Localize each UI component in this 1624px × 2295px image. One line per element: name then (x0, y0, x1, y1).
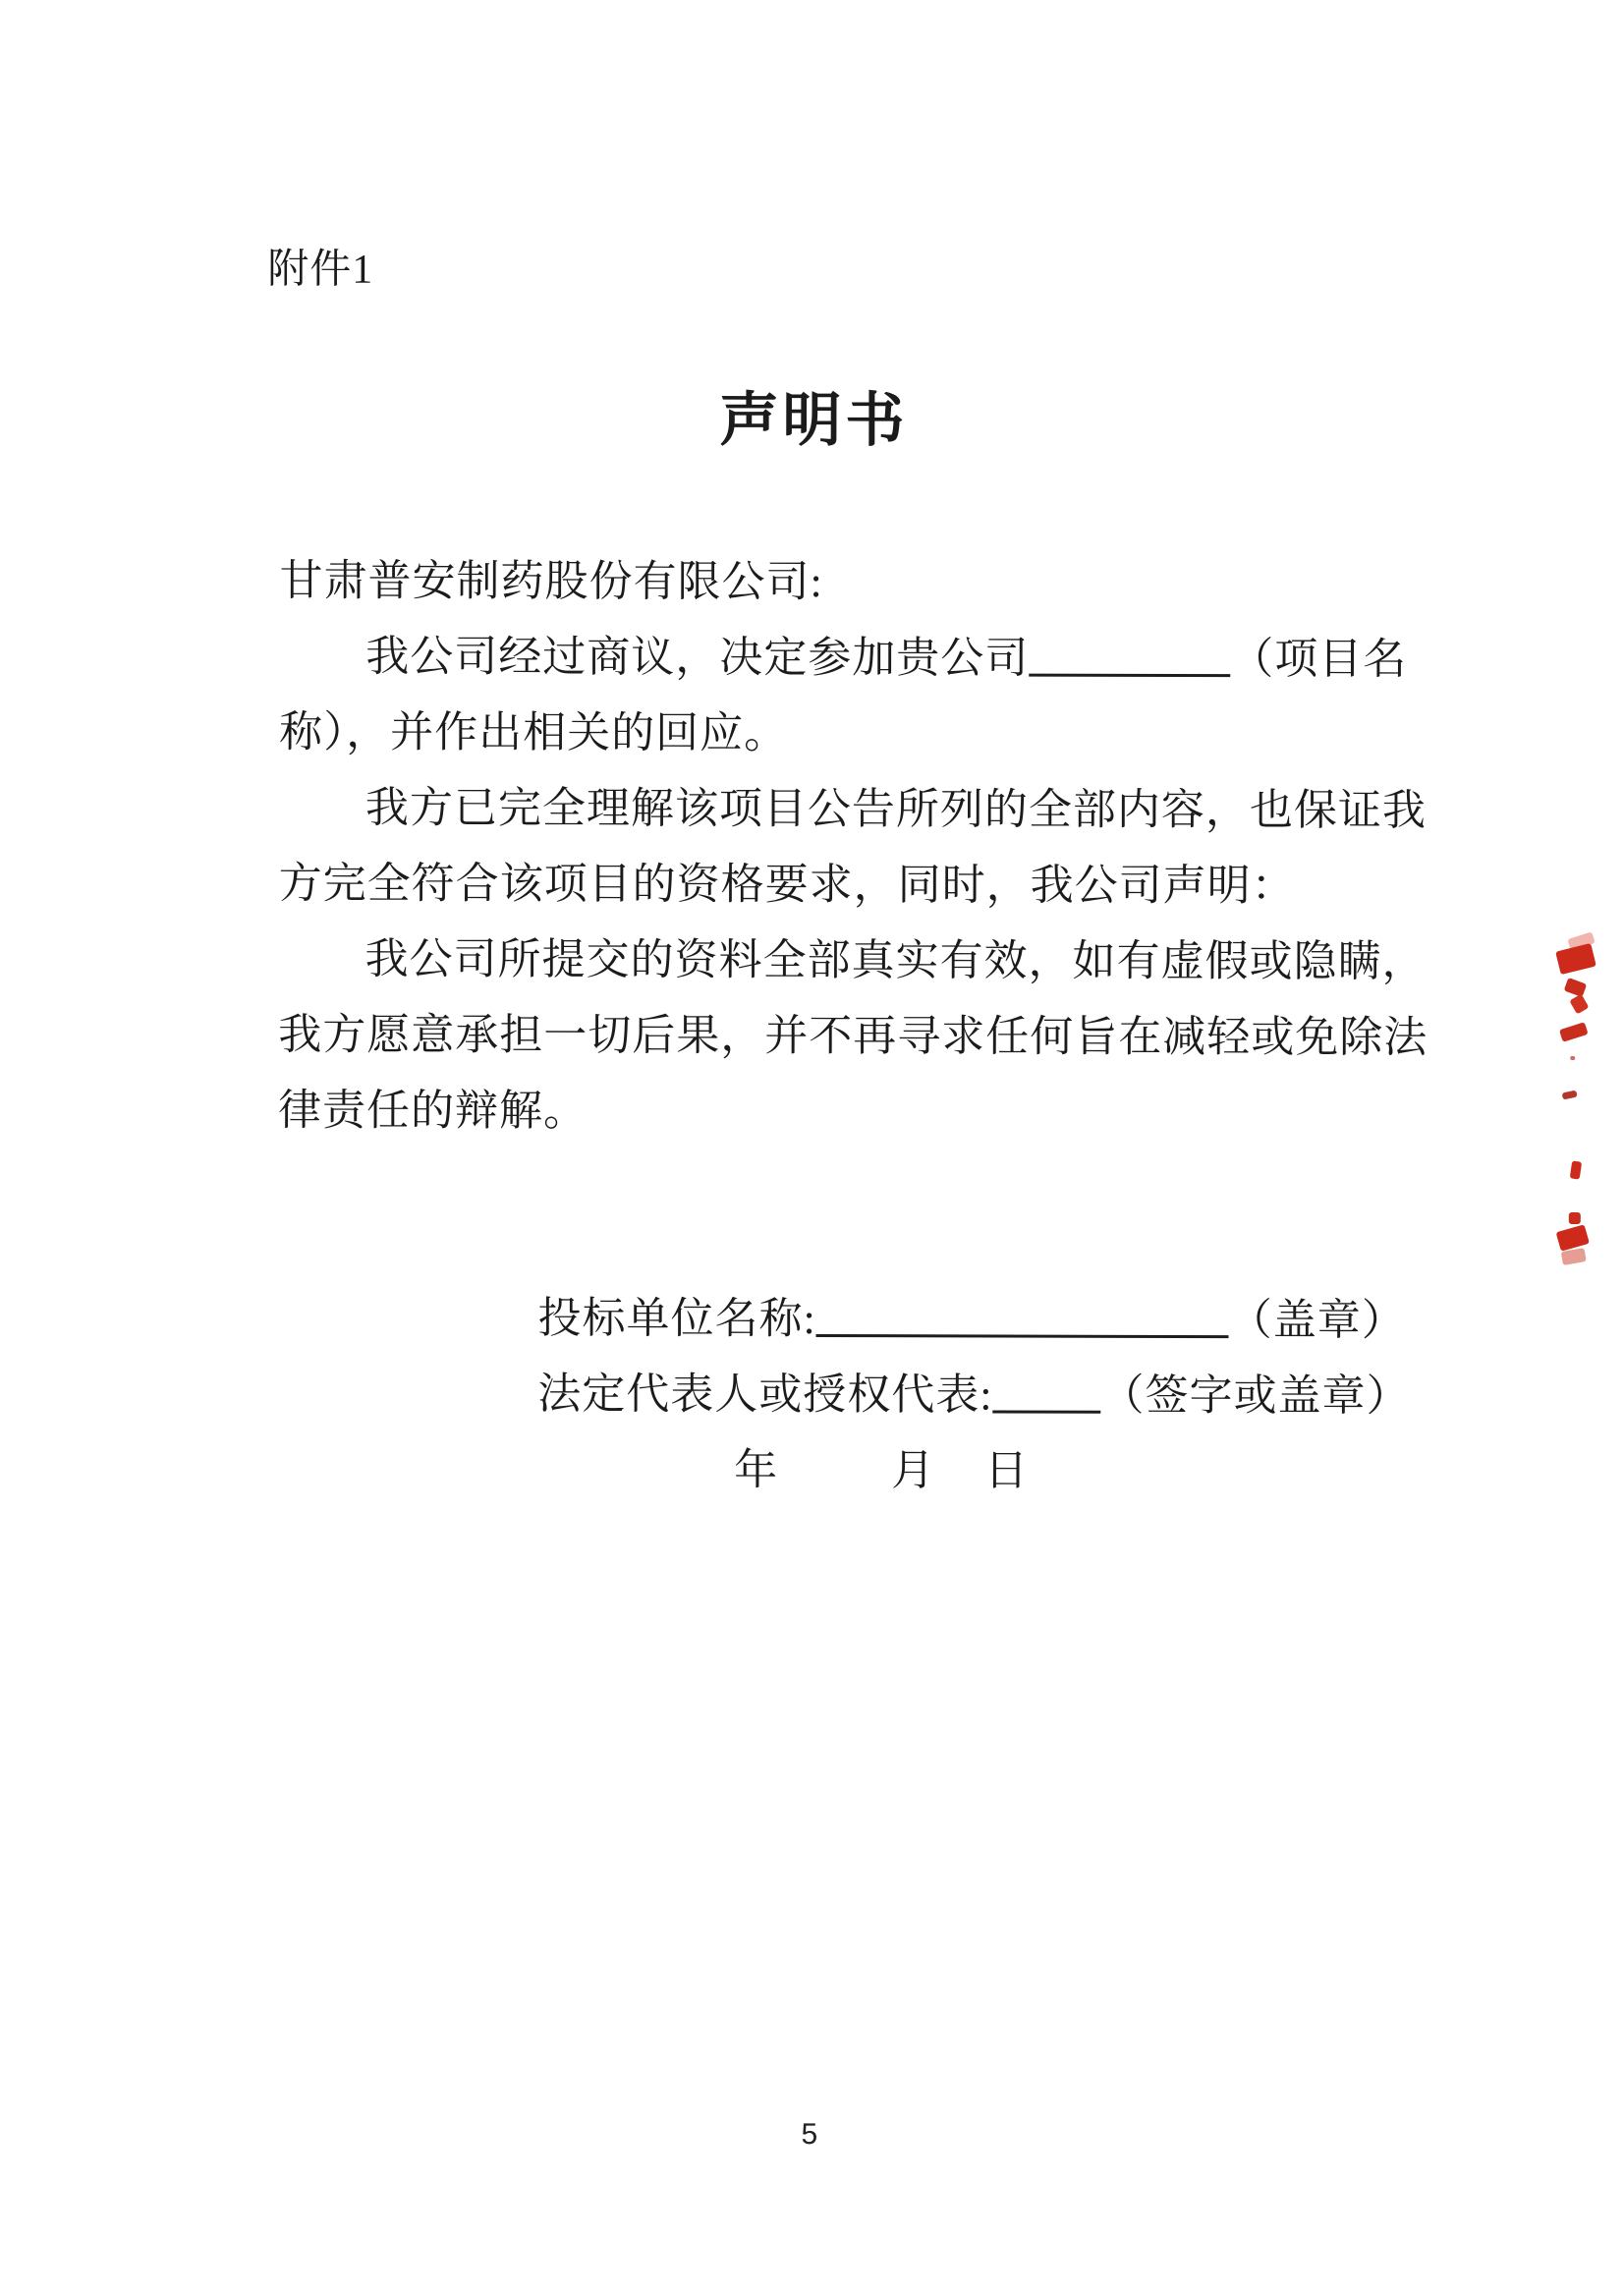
body-line (279, 619, 1424, 698)
text-segment: 我方已完全理解该项目公告所列的全部内容，也保证我 (364, 783, 1427, 835)
text-segment: 称），并作出相关的回应。 (279, 707, 789, 757)
body-line (279, 543, 1424, 622)
text-segment: 律责任的辩解。 (278, 1086, 588, 1136)
signature-block (537, 1280, 1472, 1509)
body-line (278, 997, 1428, 1076)
text-segment: 月 (891, 1446, 936, 1495)
stamp-fragment (1564, 978, 1588, 997)
stamp-fragment (1570, 1056, 1575, 1060)
text-segment: 甘肃普安制药股份有限公司: (279, 556, 823, 607)
stamp-fragment (1567, 931, 1595, 950)
text-segment: （项目名 (1230, 635, 1408, 684)
spacer (935, 1475, 984, 1484)
text-segment: 年 (734, 1445, 779, 1494)
text-segment: 我公司所提交的资料全部真实有效，如有虚假或隐瞒， (364, 934, 1427, 986)
document-title: 声明书 (719, 387, 909, 454)
stamp-fragment (1569, 994, 1589, 1015)
text-segment: （盖章） (1228, 1296, 1406, 1345)
stamp-fragment (1556, 1224, 1590, 1251)
body-line (278, 1073, 1423, 1151)
text-segment: 我方愿意承担一切后果，并不再寻求任何旨在减轻或免除法 (278, 1010, 1428, 1062)
blank-underline (816, 1295, 1229, 1338)
stamp-fragment (1555, 943, 1596, 975)
page-number: 5 (801, 2117, 818, 2152)
signature-line (537, 1356, 1471, 1433)
stamp-fragment (1561, 1248, 1587, 1265)
text-segment: 我公司经过商议，决定参加贵公司 (365, 632, 1030, 683)
document-body (278, 543, 1428, 1151)
signature-line (537, 1280, 1471, 1358)
spacer (778, 1475, 891, 1484)
attachment-label: 附件1 (267, 247, 374, 293)
body-line (279, 695, 1424, 773)
text-segment: 投标单位名称: (537, 1294, 816, 1344)
text-segment: 方完全符合该项目的资格要求，同时，我公司声明： (278, 859, 1296, 911)
stamp-fragment (1559, 1022, 1589, 1042)
text-segment: 日 (984, 1446, 1030, 1495)
signature-line (537, 1431, 1471, 1509)
text-segment: （签字或盖章） (1100, 1371, 1411, 1421)
blank-underline (993, 1371, 1101, 1413)
body-line (279, 770, 1427, 849)
text-segment: 法定代表人或授权代表: (537, 1370, 993, 1420)
stamp-fragment (1562, 1091, 1578, 1100)
blank-underline (1029, 635, 1230, 678)
stamp-fragment (1569, 1212, 1581, 1224)
spacer (537, 1474, 734, 1484)
body-line (278, 922, 1427, 1000)
body-line (279, 846, 1424, 924)
stamp-fragment (1570, 1160, 1582, 1179)
